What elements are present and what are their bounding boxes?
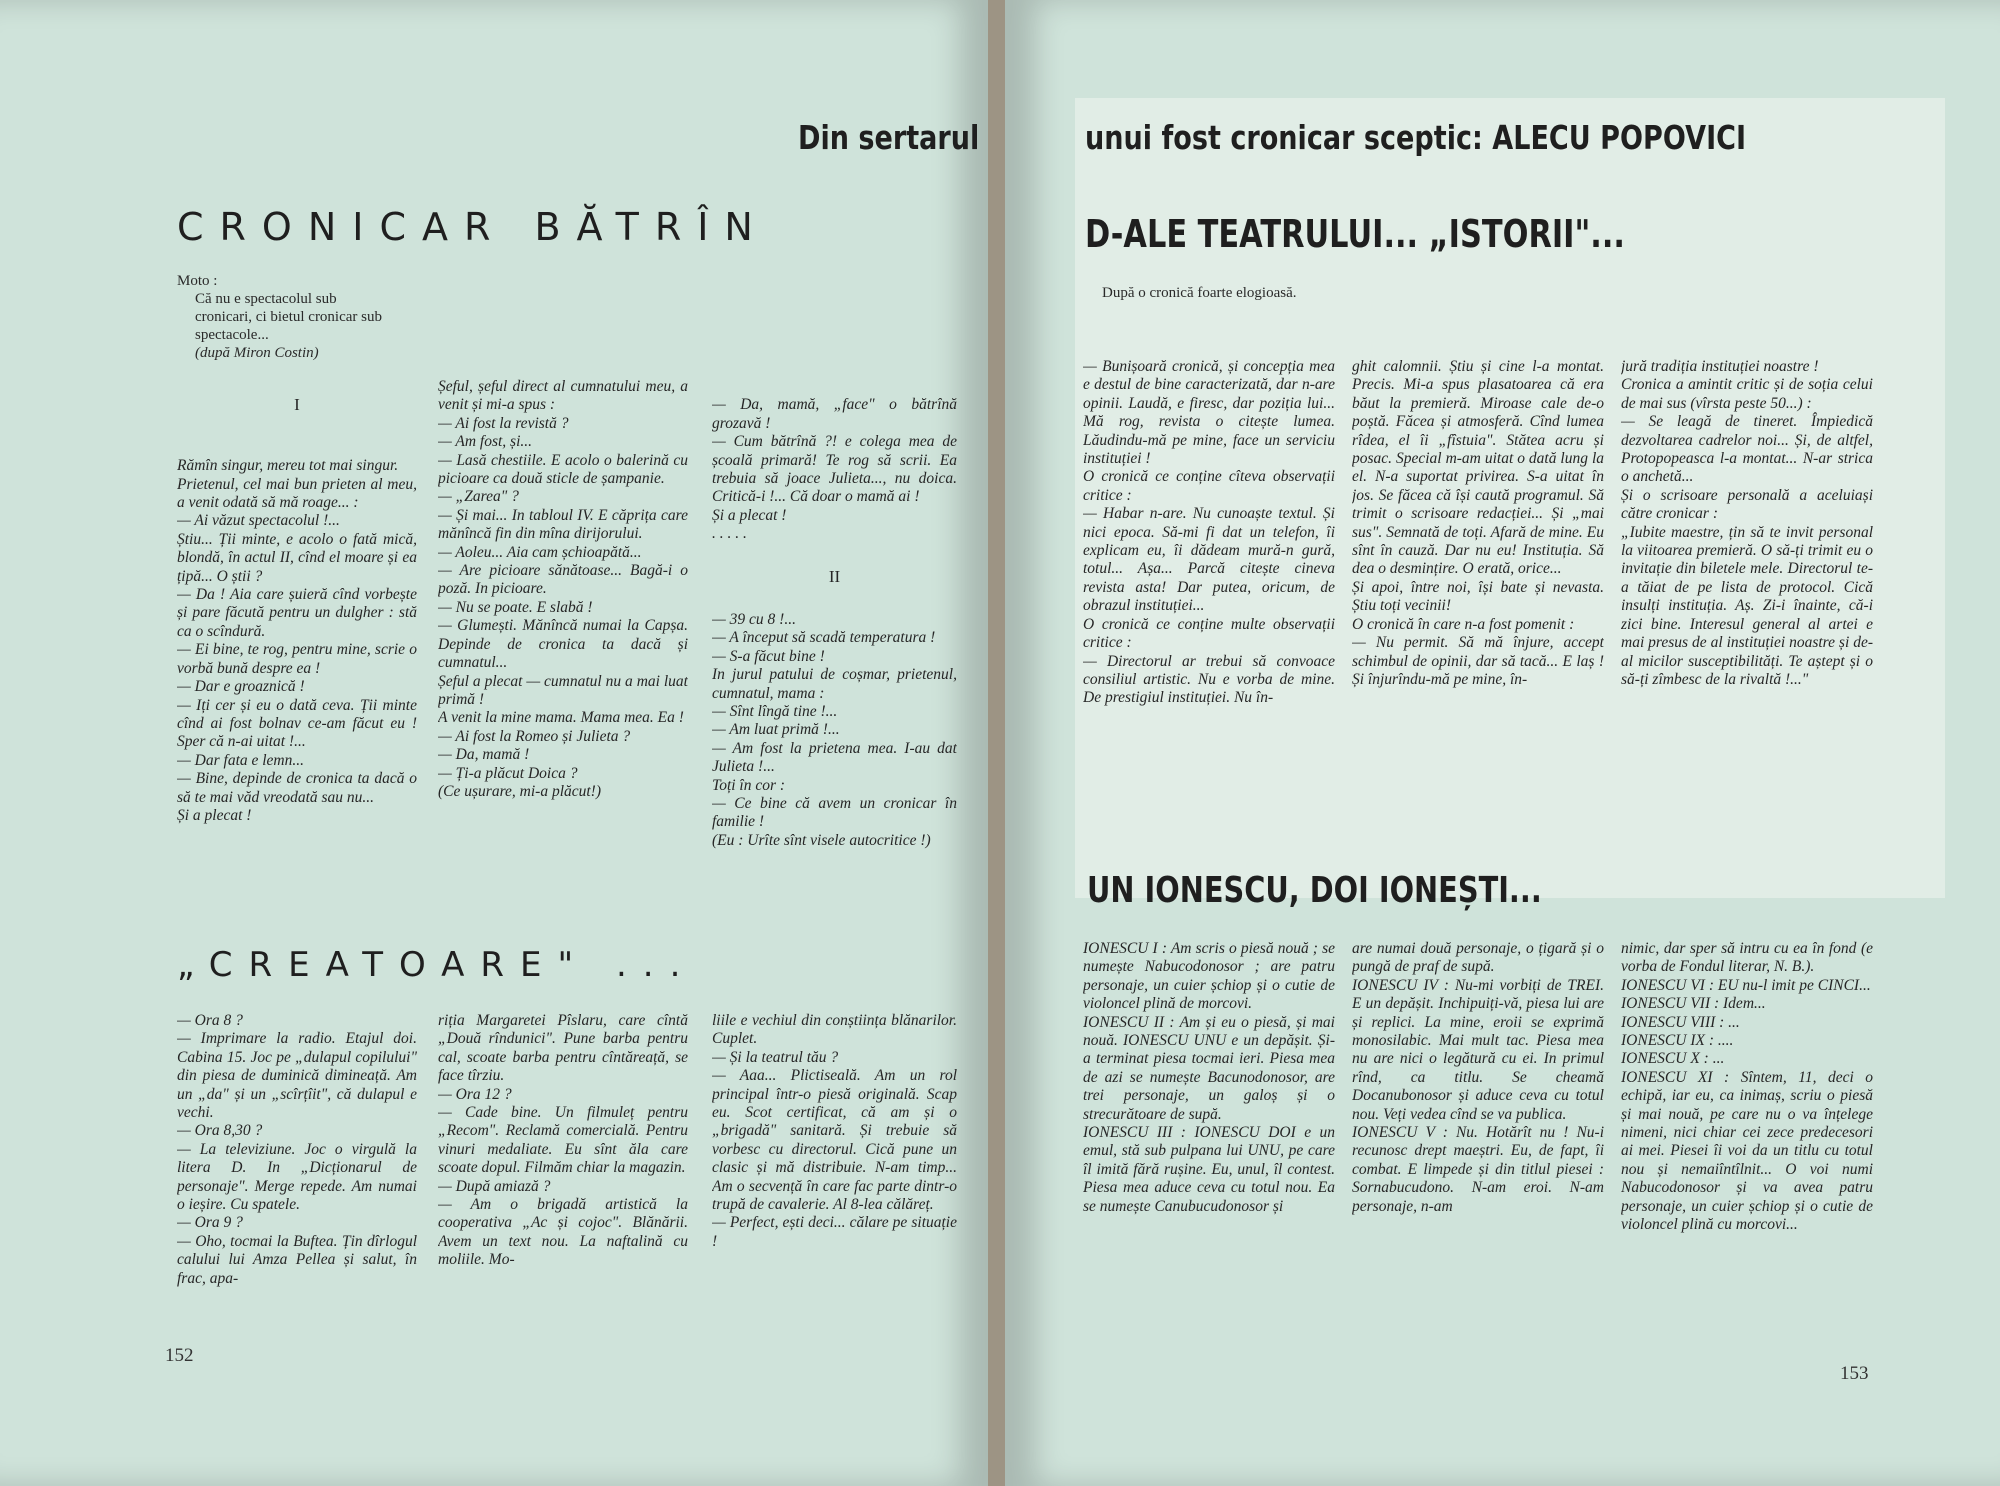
article3-column3: jură tradiția instituției noastre ! Cronica a amintit critic și de soția celui de mai sus (vîrsta peste 50...) : — Se leagă de tineret. Împiedică dezvoltarea cadrelor noi... Și, de altfel, Protopopeasca l-a montat... N-ar strica o anchetă... Și o scrisoare personală a aceluiași către cronicar : „Iubite maestre, țin să te invit personal la viitoarea premieră. O să-ți trimit eu o invitație din biletele mele. Directorul te-a tăiat de pe lista de protocol. Cică insulți instituția. Aș. Zi-i înainte, că-i zici bine. Interesul general al artei e mai presus de al instituției noastre și de-al micilor susceptibilități. Te aștept și o să-ți zîmbesc de la rivaltă !..." [1621,358,1873,688]
article2-column3: liile e vechiul din conștiința blănarilor. Cuplet. — Și la teatrul tău ? — Aaa... Plictiseală. Am un rol principal într-o piesă originală. Scap eu. Scot certificat, că am și o „brigadă" sanitară. Și trebuie să vorbesc cu directorul. Cică pune un clasic și mă distribuie. N-am timp... Am o secvență în care fac parte dintr-o trupă de cavalerie. Al 8-lea călăreț. — Perfect, ești deci... călare pe situație ! [712,1012,957,1250]
header-left-fragment: Din sertarul [798,118,980,157]
article4-column3: nimic, dar sper să intru cu ea în fond (e vorba de Fondul literar, N. B.). IONESCU VI : EU nu-l imit pe CINCI... IONESCU VII : Idem... IONESCU VIII : ... IONESCU IX : .... IONESCU X : ... IONESCU XI : Sîntem, 11, deci o echipă, iar eu, ca inimaș, scriu o piesă și mai nouă, pe care nu o va înțelege nimeni, nici chiar cei zece predecesori ai mei. Piesei îi voi da un titlu cu totul nou și nemaiîntîlnit... O voi numi Nabucodonosor și va avea patru personaje, un cuier șchiop și o cutie de violoncel plină cu morcovi... [1621,940,1873,1234]
article3-column1: — Bunișoară cronică, și concepția mea e destul de bine caracterizată, dar n-are opinii. Laudă, e firesc, dar poziția lui... Mă rog, revista o citește lumea. Lăudindu-mă pe mine, face un serviciu instituției ! O cronică ce conține cîteva observații critice : — Habar n-are. Nu cunoaște textul. Și nici epoca. Să-mi fi dat un telefon, îi explicam eu, îi dădeam mură-n gură, totul... Așa... Parcă citește cineva revista asta! Dar putea, oricum, de obrazul instituției... O cronică ce conține multe observații critice : — Directorul ar trebui să convoace consiliul artistic. Nu e vorba de mine. De prestigiul instituției. Nu în- [1083,358,1335,707]
article3-column2: ghit calomnii. Știu și cine l-a montat. Precis. Mi-a spus plasatoarea că era băut la premieră. Miroase cale de-o poștă. Făcea și atmosferă. Cînd lumea rîdea, el îi „fîstuia". Stătea acru și posac. Special m-am uitat o dată lung la el. N-a suportat privirea. S-a uitat în jos. Se făcea că își caută programul. Să trimit o scrisoare redacției... Și „mai sus". Semnată de toți. Afară de mine. Eu sînt în cauză. Dar nu eu! Instituția. Să dea o desmințire. O erată, orice... Și apoi, între noi, își bate și nevasta. Știu toți vecinii! O cronică în care n-a fost pomenit : — Nu permit. Să mă înjure, accept schimbul de opinii, dar să tacă... E laș ! Și înjurîndu-mă pe mine, în- [1352,358,1604,688]
article2-column2: riția Margaretei Pîslaru, care cîntă „Două rîndunici". Pune barba pentru cal, scoate barba pentru cîntăreață, se face tîrziu. — Ora 12 ? — Cade bine. Un filmuleț pentru „Recom". Reclamă comercială. Pentru vinuri medaliate. Eu sînt ăla care scoate dopul. Filmăm chiar la magazin. — După amiază ? — Am o brigadă artistică la cooperativa „Ac și cojoc". Blănării. Avem un text nou. La naftalină cu moliile. Mo- [438,1012,688,1269]
left-page [0,0,990,1486]
article2-column1: — Ora 8 ? — Imprimare la radio. Etajul doi. Cabina 15. Joc pe „dulapul copilului" din piesa de duminică dimineață. Am un „da" și un „scîrțîit", că dulapul e vechi. — Ora 8,30 ? — La televiziune. Joc o virgulă la litera D. In „Dicționarul de personaje". Merge repede. Am numai o ieșire. Cu spatele. — Ora 9 ? — Oho, tocmai la Buftea. Țin dîrlogul calului lui Amza Pellea și salut, în frac, apa- [177,1012,417,1287]
moto-source: (după Miron Costin) [195,345,319,361]
moto-text: Că nu e spectacolul sub cronicari, ci bietul cronicar sub spectacole... [195,291,383,343]
section-number-i: I [294,395,300,415]
section-number-ii: II [828,567,841,587]
title-un-ionescu: UN IONESCU, DOI IONEȘTI... [1087,870,1542,911]
header-right-fragment: unui fost cronicar sceptic: ALECU POPOVICI [1085,118,1747,157]
article1-column1 [177,378,417,898]
article1-column2: Șeful, șeful direct al cumnatului meu, a venit și mi-a spus : — Ai fost la revistă ? — Am fost, și... — Lasă chestiile. E acolo o balerină cu picioare ca două sticle de șampanie. — „Zarea" ? — Și mai... In tabloul IV. E căprița care mănîncă fin din mîna dirijorului. — Aoleu... Aia cam șchioapătă... — Are picioare sănătoase... Bagă-i o poză. In picioare. — Nu se poate. E slabă ! — Glumești. Mănîncă numai la Capșa. Depinde de cronica ta dacă și cumnatul... Șeful a plecat — cumnatul nu a mai luat primă ! A venit la mine mama. Mama mea. Ea ! — Ai fost la Romeo și Julieta ? — Da, mamă ! — Ți-a plăcut Doica ? (Ce ușurare, mi-a plăcut!) [438,378,688,800]
intro-note: După o cronică foarte elogioasă. [1102,285,1297,301]
moto-label: Moto : [177,273,218,289]
article1-column3-text-a: — Da, mamă, „face" o bătrînă grozavă ! — Cum bătrînă ?! e colega mea de școală primară! Te rog să scrii. Ea trebuia să joace Julieta..., nu doica. Critică-i !... Că doar o mamă ai ! Și a plecat ! . . . . . [712,396,957,543]
title-cronicar-batrin: CRONICAR BĂTRÎN [177,205,769,249]
page-number-left: 152 [165,1345,194,1366]
moto-block [177,272,407,362]
title-dale-teatrului: D-ALE TEATRULUI... „ISTORII"... [1085,212,1625,256]
article1-column3 [712,378,957,898]
article1-column1-text: Rămîn singur, mereu tot mai singur. Prietenul, cel mai bun prieten al meu, a venit odată să mă roage... : — Ai văzut spectacolul !... Știu... Ții minte, e acolo o fată mică, blondă, în actul II, cînd el moare și ea țipă... O știi ? — Da ! Aia care șuieră cînd vorbește și pare făcută pentru un dulgher : stă ca o scîndură. — Ei bine, te rog, pentru mine, scrie o vorbă bună despre ea ! — Dar e groaznică ! — Iți cer și eu o dată ceva. Ții minte cînd ai fost bolnav ce-am făcut eu ! Sper că n-ai uitat !... — Dar fata e lemn... — Bine, depinde de cronica ta dacă o să te mai văd vreodată sau nu... Și a plecat ! [177,457,417,824]
right-page [1005,0,2000,1486]
page-number-right: 153 [1840,1363,1869,1384]
book-gutter [988,0,1006,1486]
title-creatoare: „CREATOARE" ... [177,945,697,985]
article1-column3-text-b: — 39 cu 8 !... — A început să scadă temperatura ! — S-a făcut bine ! In jurul patului de coșmar, prietenul, cumnatul, mama : — Sînt lîngă tine !... — Am luat primă !... — Am fost la prietena mea. I-au dat Julieta !... Toți în cor : — Ce bine că avem un cronicar în familie ! (Eu : Urîte sînt visele autocritice !) [712,610,957,849]
article4-column2: are numai două personaje, o țigară și o pungă de praf de supă. IONESCU IV : Nu-mi vorbiți de TREI. E un depășit. Inchipuiți-vă, piesa lui are și replici. La mine, eroii se exprimă monosilabic. Mai mult tac. Piesa mea nu are nici o legătură cu ei. In primul rînd, ca titlu. Se cheamă Docanubonosor și aduce ceva cu totul nou. Veți vedea cînd se va publica. IONESCU V : Nu. Hotărît nu ! Nu-i recunosc drept maeștri. Eu, de fapt, îi combat. E limpede și din titlul piesei : Sornabucudono. N-am eroi. N-am personaje, n-am [1352,940,1604,1215]
article4-column1: IONESCU I : Am scris o piesă nouă ; se numește Nabucodonosor ; are patru personaje, un cuier șchiop și o cutie de violoncel plină de morcovi. IONESCU II : Am și eu o piesă, și mai nouă. IONESCU UNU e un depășit. Și-a terminat piesa tocmai ieri. Piesa mea de azi se numește Bacunodonosor, are trei personaje, un galoș și o strecurătoare de supă. IONESCU III : IONESCU DOI e un emul, stă sub pulpana lui UNU, pe care îl imită fără rușine. Eu, unul, îl contest. Piesa mea aduce ceva cu totul nou. Ea se numește Canubucudonosor și [1083,940,1335,1215]
